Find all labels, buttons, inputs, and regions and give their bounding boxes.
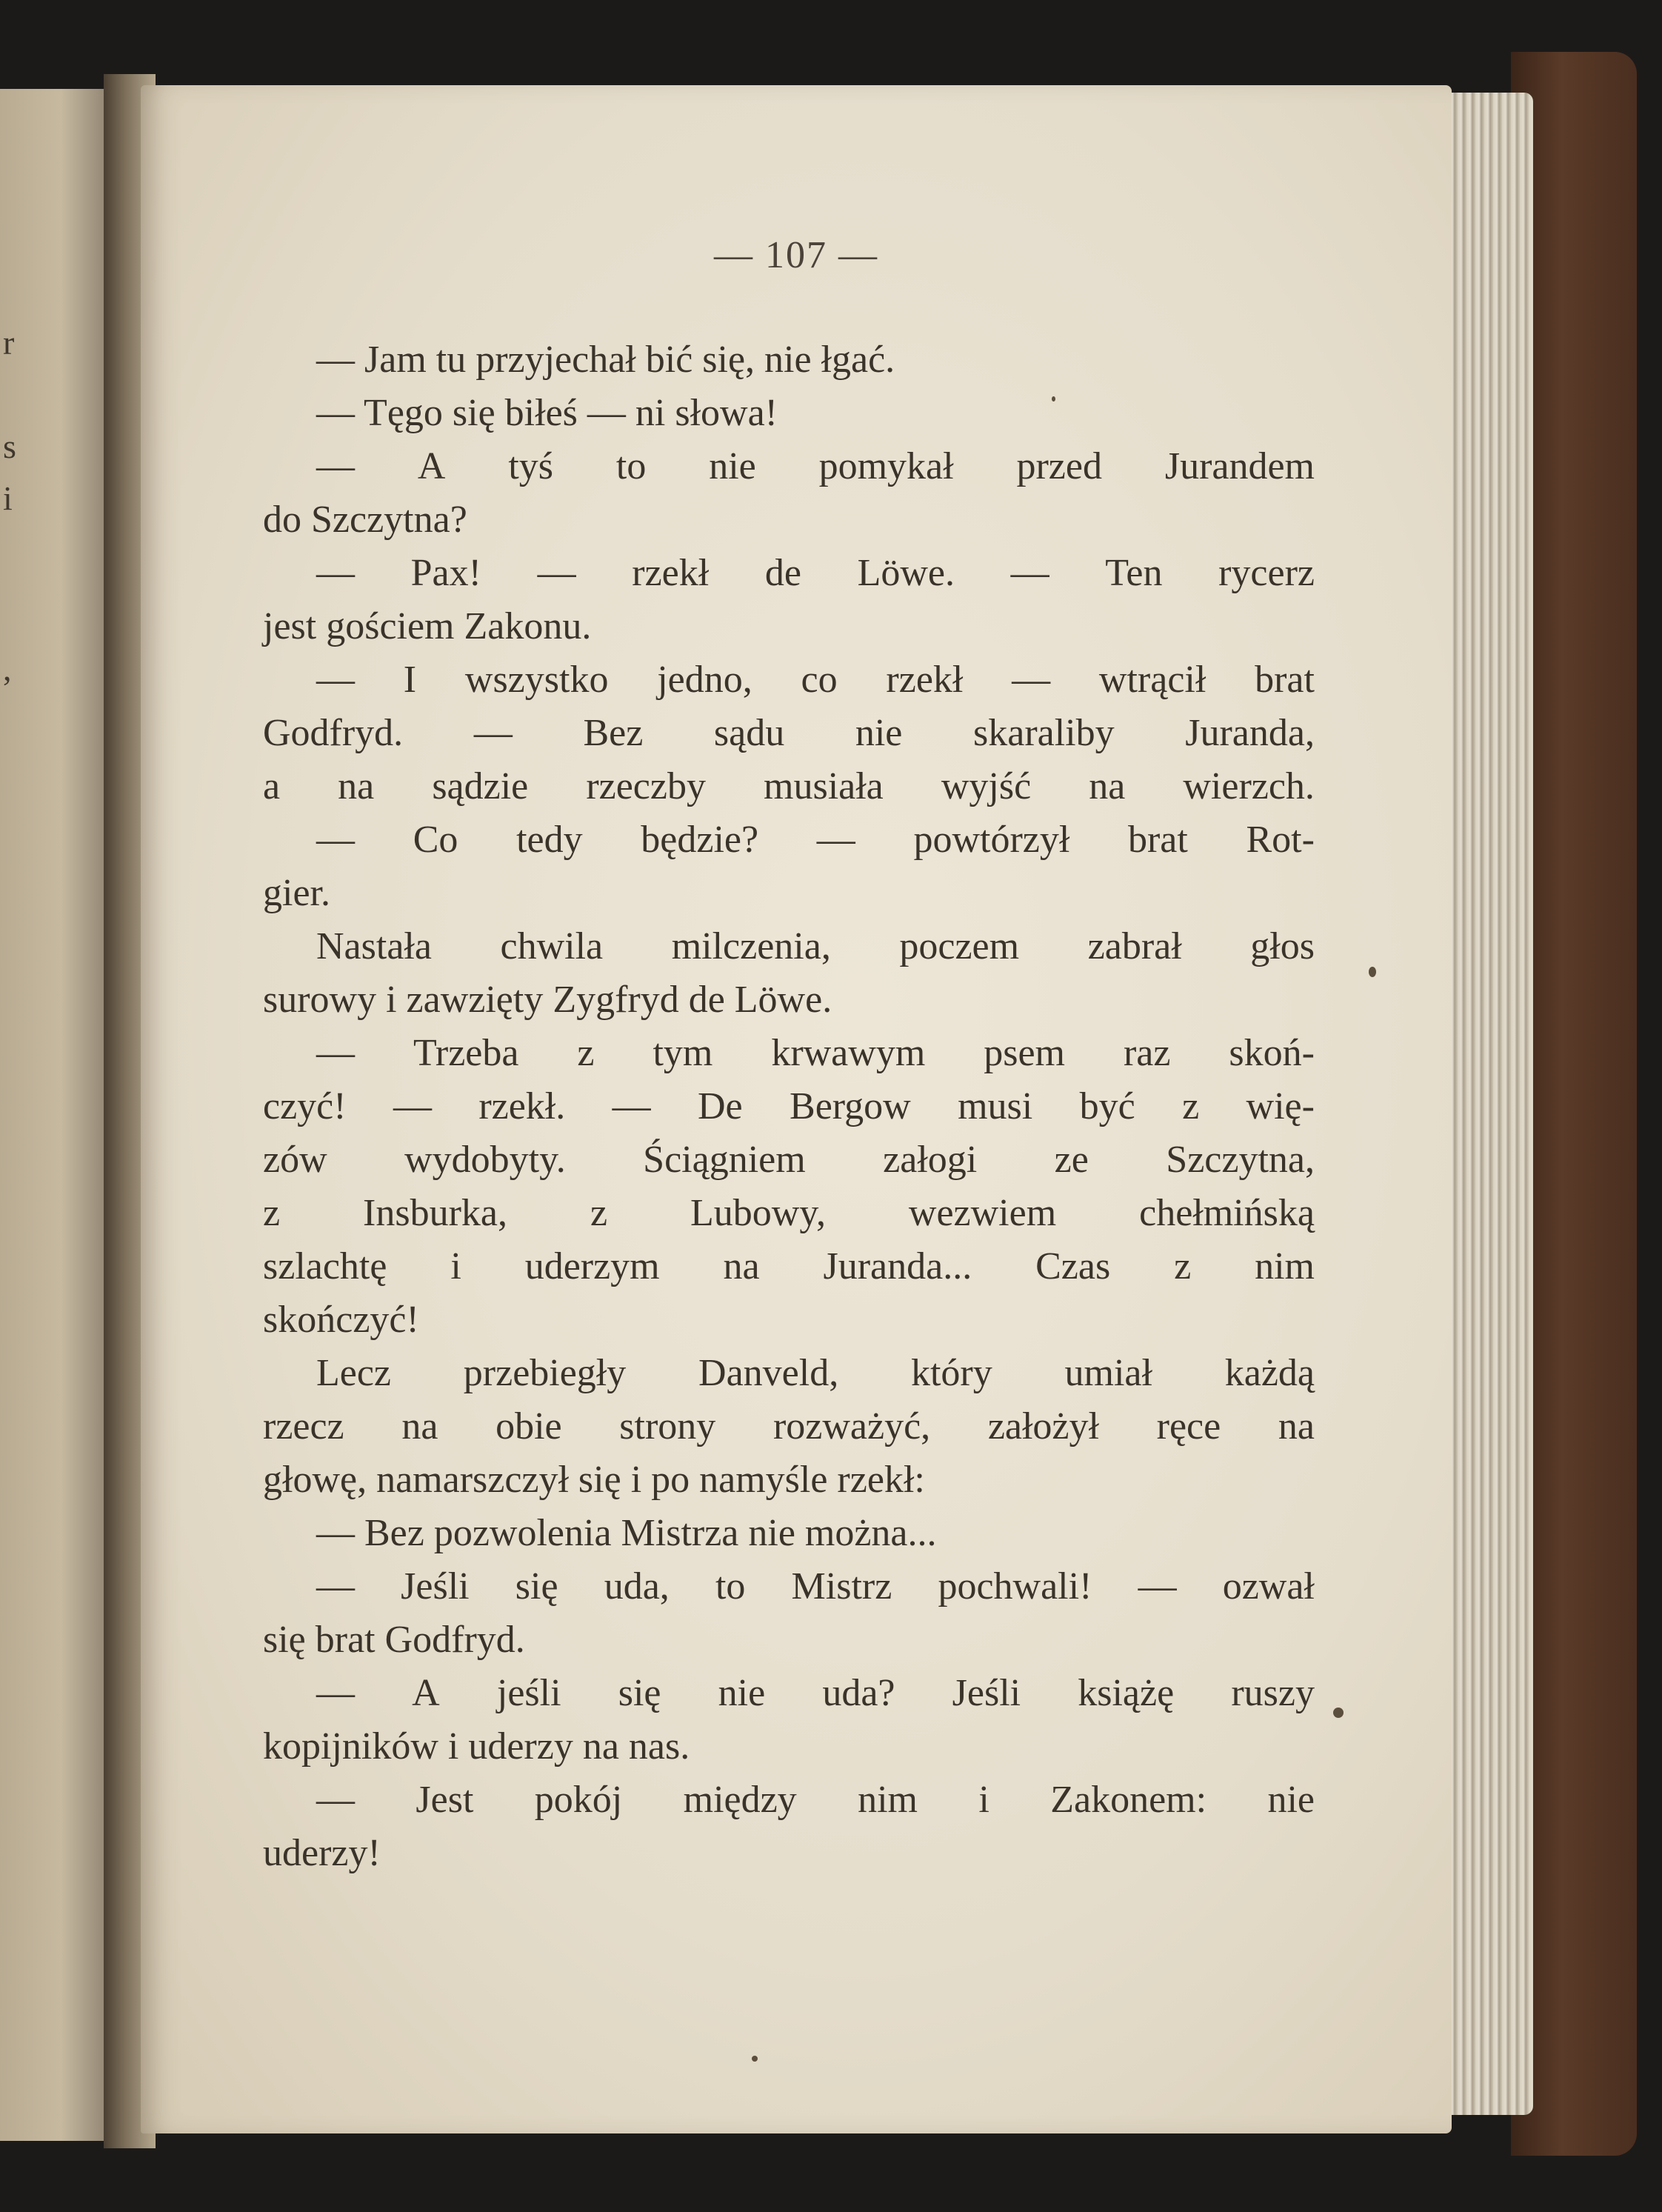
text-line: — Jest pokój między nim i Zakonem: nie	[316, 1779, 1315, 1821]
text-line: kopijników i uderzy na nas.	[263, 1725, 690, 1768]
text-line: surowy i zawzięty Zygfryd de Löwe.	[263, 979, 832, 1021]
page-number: — 107 —	[714, 234, 878, 276]
text-line: — Bez pozwolenia Mistrza nie można...	[316, 1512, 937, 1554]
speck	[1333, 1708, 1344, 1718]
left-mark: ,	[3, 650, 12, 687]
text-line: — Jeśli się uda, to Mistrz pochwali! — ozwał	[316, 1565, 1315, 1608]
left-facing-page	[0, 89, 111, 2141]
text-line: — I wszystko jedno, co rzekł — wtrącił brat	[316, 659, 1315, 701]
text-line: zów wydobyty. Ściągniem załogi ze Szczytna,	[263, 1139, 1315, 1181]
text-line: — A tyś to nie pomykał przed Jurandem	[316, 445, 1315, 487]
book-page	[141, 85, 1452, 2133]
text-line: — Pax! — rzekł de Löwe. — Ten rycerz	[316, 552, 1315, 594]
text-line: Godfryd. — Bez sądu nie skaraliby Juranda,	[263, 712, 1315, 754]
left-page-letters	[0, 89, 30, 2141]
speck	[752, 2056, 758, 2062]
text-line: jest gościem Zakonu.	[263, 605, 592, 647]
left-mark: i	[3, 479, 13, 517]
text-line: a na sądzie rzeczby musiała wyjść na wierzch.	[263, 765, 1315, 807]
text-line: — Trzeba z tym krwawym psem raz skoń-	[316, 1032, 1315, 1074]
text-line: Nastała chwila milczenia, poczem zabrał głos	[316, 925, 1315, 967]
text-line: głowę, namarszczył się i po namyśle rzekł:	[263, 1459, 925, 1501]
text-line: się brat Godfryd.	[263, 1619, 525, 1661]
speck	[1369, 967, 1376, 977]
text-line: rzecz na obie strony rozważyć, założył ręce na	[263, 1405, 1315, 1448]
text-line: Lecz przebiegły Danveld, który umiał każdą	[316, 1352, 1315, 1394]
text-line: — Co tedy będzie? — powtórzył brat Rot-	[316, 819, 1315, 861]
text-line: szlachtę i uderzym na Juranda... Czas z nim	[263, 1245, 1315, 1287]
text-line: skończyć!	[263, 1299, 419, 1341]
left-mark: r	[3, 324, 15, 362]
text-line: — Jam tu przyjechał bić się, nie łgać.	[316, 339, 895, 381]
text-line: uderzy!	[263, 1832, 381, 1874]
text-line: z Insburka, z Lubowy, wezwiem chełmińską	[263, 1192, 1315, 1234]
page-text	[263, 333, 1315, 1880]
text-line: do Szczytna?	[263, 499, 467, 541]
text-line: gier.	[263, 872, 330, 914]
text-line: — A jeśli się nie uda? Jeśli książę ruszy	[316, 1672, 1315, 1714]
text-line: czyć! — rzekł. — De Bergow musi być z wię-	[263, 1085, 1315, 1127]
left-mark: s	[3, 427, 16, 465]
text-line: — Tęgo się biłeś — ni słowa!	[316, 392, 778, 434]
